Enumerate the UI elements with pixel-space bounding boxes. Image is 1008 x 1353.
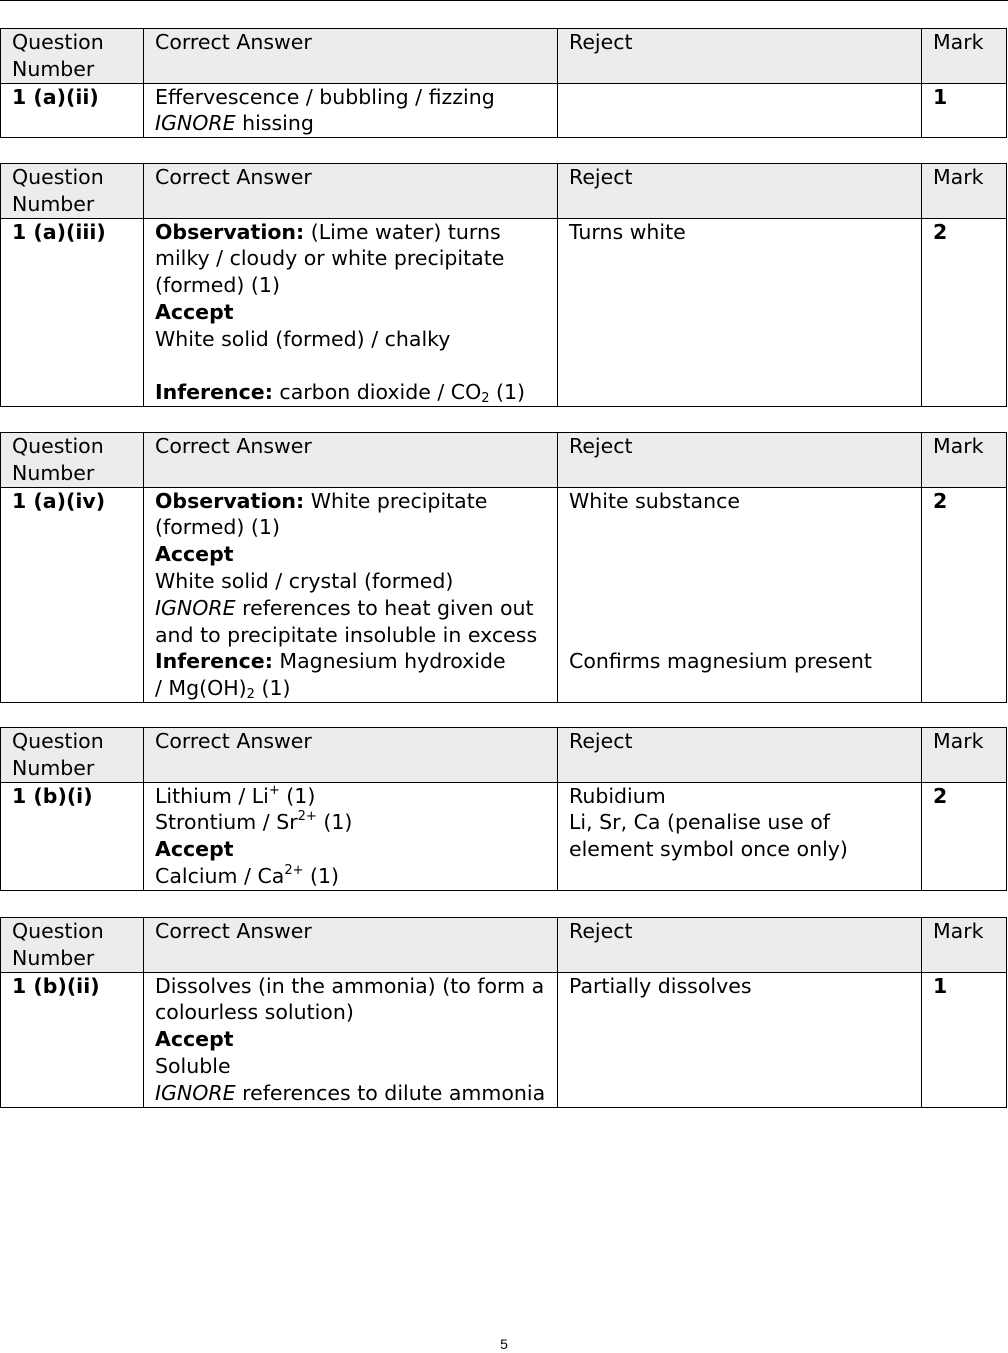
answer-text: Lithium / Li [155,783,269,808]
answer-text: (1) [316,810,353,835]
mark-scheme-table-1b-i [0,727,1007,891]
answer-line: Effervescence / bubbling / fizzing [155,84,495,109]
answer-text: (Lime water) turns [304,219,501,244]
observation-label: Observation: [155,219,305,244]
answer-text: / Mg(OH) [155,676,247,701]
header-correct-answer: Correct Answer [144,918,558,973]
answer-line: White solid (formed) / chalky [155,326,451,351]
answer-line [155,488,549,515]
question-number: 1 (b)(ii) [1,972,144,1107]
header-mark: Mark [922,164,1007,219]
header-reject: Reject [558,164,922,219]
header-reject: Reject [558,918,922,973]
answer-text: references to heat given out [235,595,534,620]
header-correct-answer: Correct Answer [144,164,558,219]
question-number: 1 (b)(i) [1,782,144,890]
mark-scheme-table-1a-ii [0,28,1007,138]
answer-text: carbon dioxide / CO [272,380,482,405]
question-number: 1 (a)(iv) [1,487,144,702]
ignore-label: IGNORE [155,595,236,620]
header-mark: Mark [922,433,1007,488]
answer-line [155,219,549,246]
ignore-label: IGNORE [155,111,236,136]
answer-line: colourless solution) [155,1000,354,1025]
table-row [1,487,1007,702]
header-question-number: Question Number [1,728,144,783]
header-correct-answer: Correct Answer [144,433,558,488]
reject-line: Rubidium [569,783,666,808]
table-header-row [1,164,1007,219]
answer-line: Dissolves (in the ammonia) (to form a [155,973,545,998]
answer-line [155,1080,549,1107]
answer-line [155,595,549,622]
reject-cell [558,83,922,138]
table-row [1,83,1007,138]
accept-label: Accept [155,1027,234,1052]
table-header-row [1,728,1007,783]
subscript: 2 [481,391,490,407]
table-row [1,782,1007,890]
answer-text: White precipitate [304,488,488,513]
reject-cell: Turns white [558,218,922,407]
correct-answer-cell [144,487,558,702]
header-question-number: Question Number [1,433,144,488]
correct-answer-cell [144,782,558,890]
answer-text: Calcium / Ca [155,863,285,888]
header-correct-answer: Correct Answer [144,728,558,783]
header-mark: Mark [922,29,1007,84]
superscript: 2+ [297,809,317,825]
answer-line [155,783,549,810]
mark-value: 1 [922,83,1007,138]
reject-line: element symbol once only) [569,837,848,862]
blank-line [569,541,913,568]
answer-text: Strontium / Sr [155,810,298,835]
answer-text: (1) [303,863,340,888]
blank-line [155,353,549,380]
answer-line: Soluble [155,1053,231,1078]
header-mark: Mark [922,728,1007,783]
mark-scheme-table-1a-iv [0,432,1007,703]
answer-text: hissing [235,111,314,136]
reject-line: White substance [569,488,740,513]
header-reject: Reject [558,433,922,488]
mark-value: 2 [922,782,1007,890]
answer-line: (formed) (1) [155,515,280,540]
blank-line [569,514,913,541]
mark-value: 1 [922,972,1007,1107]
table-row [1,218,1007,407]
inference-label: Inference: [155,649,273,674]
reject-line: Li, Sr, Ca (penalise use of [569,810,830,835]
answer-line [155,110,549,137]
accept-label: Accept [155,542,234,567]
table-header-row [1,918,1007,973]
answer-line [155,863,549,890]
header-question-number: Question Number [1,918,144,973]
answer-line [155,648,549,675]
header-question-number: Question Number [1,29,144,84]
reject-cell [558,782,922,890]
mark-value: 2 [922,487,1007,702]
answer-line: White solid / crystal (formed) [155,568,454,593]
header-mark: Mark [922,918,1007,973]
header-reject: Reject [558,728,922,783]
superscript: 2+ [284,862,304,878]
answer-line: milky / cloudy or white precipitate [155,246,505,271]
question-number: 1 (a)(iii) [1,218,144,407]
mark-value: 2 [922,218,1007,407]
accept-label: Accept [155,837,234,862]
answer-text: (1) [254,676,291,701]
answer-text: Magnesium hydroxide [272,649,506,674]
header-question-number: Question Number [1,164,144,219]
top-rule [0,0,1008,1]
answer-line [155,379,549,406]
superscript: + [268,782,280,798]
page-number: 5 [500,1336,508,1352]
inference-label: Inference: [155,380,273,405]
question-number: 1 (a)(ii) [1,83,144,138]
accept-label: Accept [155,299,234,324]
reject-line: Confirms magnesium present [569,649,872,674]
answer-text: references to dilute ammonia [235,1080,546,1105]
ignore-label: IGNORE [155,1080,236,1105]
blank-line [569,622,913,649]
header-correct-answer: Correct Answer [144,29,558,84]
answer-line [155,809,549,836]
mark-scheme-table-1a-iii [0,163,1007,407]
reject-cell [558,487,922,702]
answer-line: and to precipitate insoluble in excess [155,622,538,647]
blank-line [569,568,913,595]
blank-line [569,595,913,622]
mark-scheme-table-1b-ii [0,917,1007,1108]
answer-text: (1) [489,380,526,405]
table-header-row [1,29,1007,84]
table-header-row [1,433,1007,488]
subscript: 2 [246,687,255,703]
correct-answer-cell [144,972,558,1107]
answer-line: (formed) (1) [155,273,280,298]
table-row [1,972,1007,1107]
correct-answer-cell [144,218,558,407]
answer-line [155,675,549,702]
observation-label: Observation: [155,488,305,513]
correct-answer-cell [144,83,558,138]
header-reject: Reject [558,29,922,84]
answer-text: (1) [279,783,316,808]
reject-cell: Partially dissolves [558,972,922,1107]
